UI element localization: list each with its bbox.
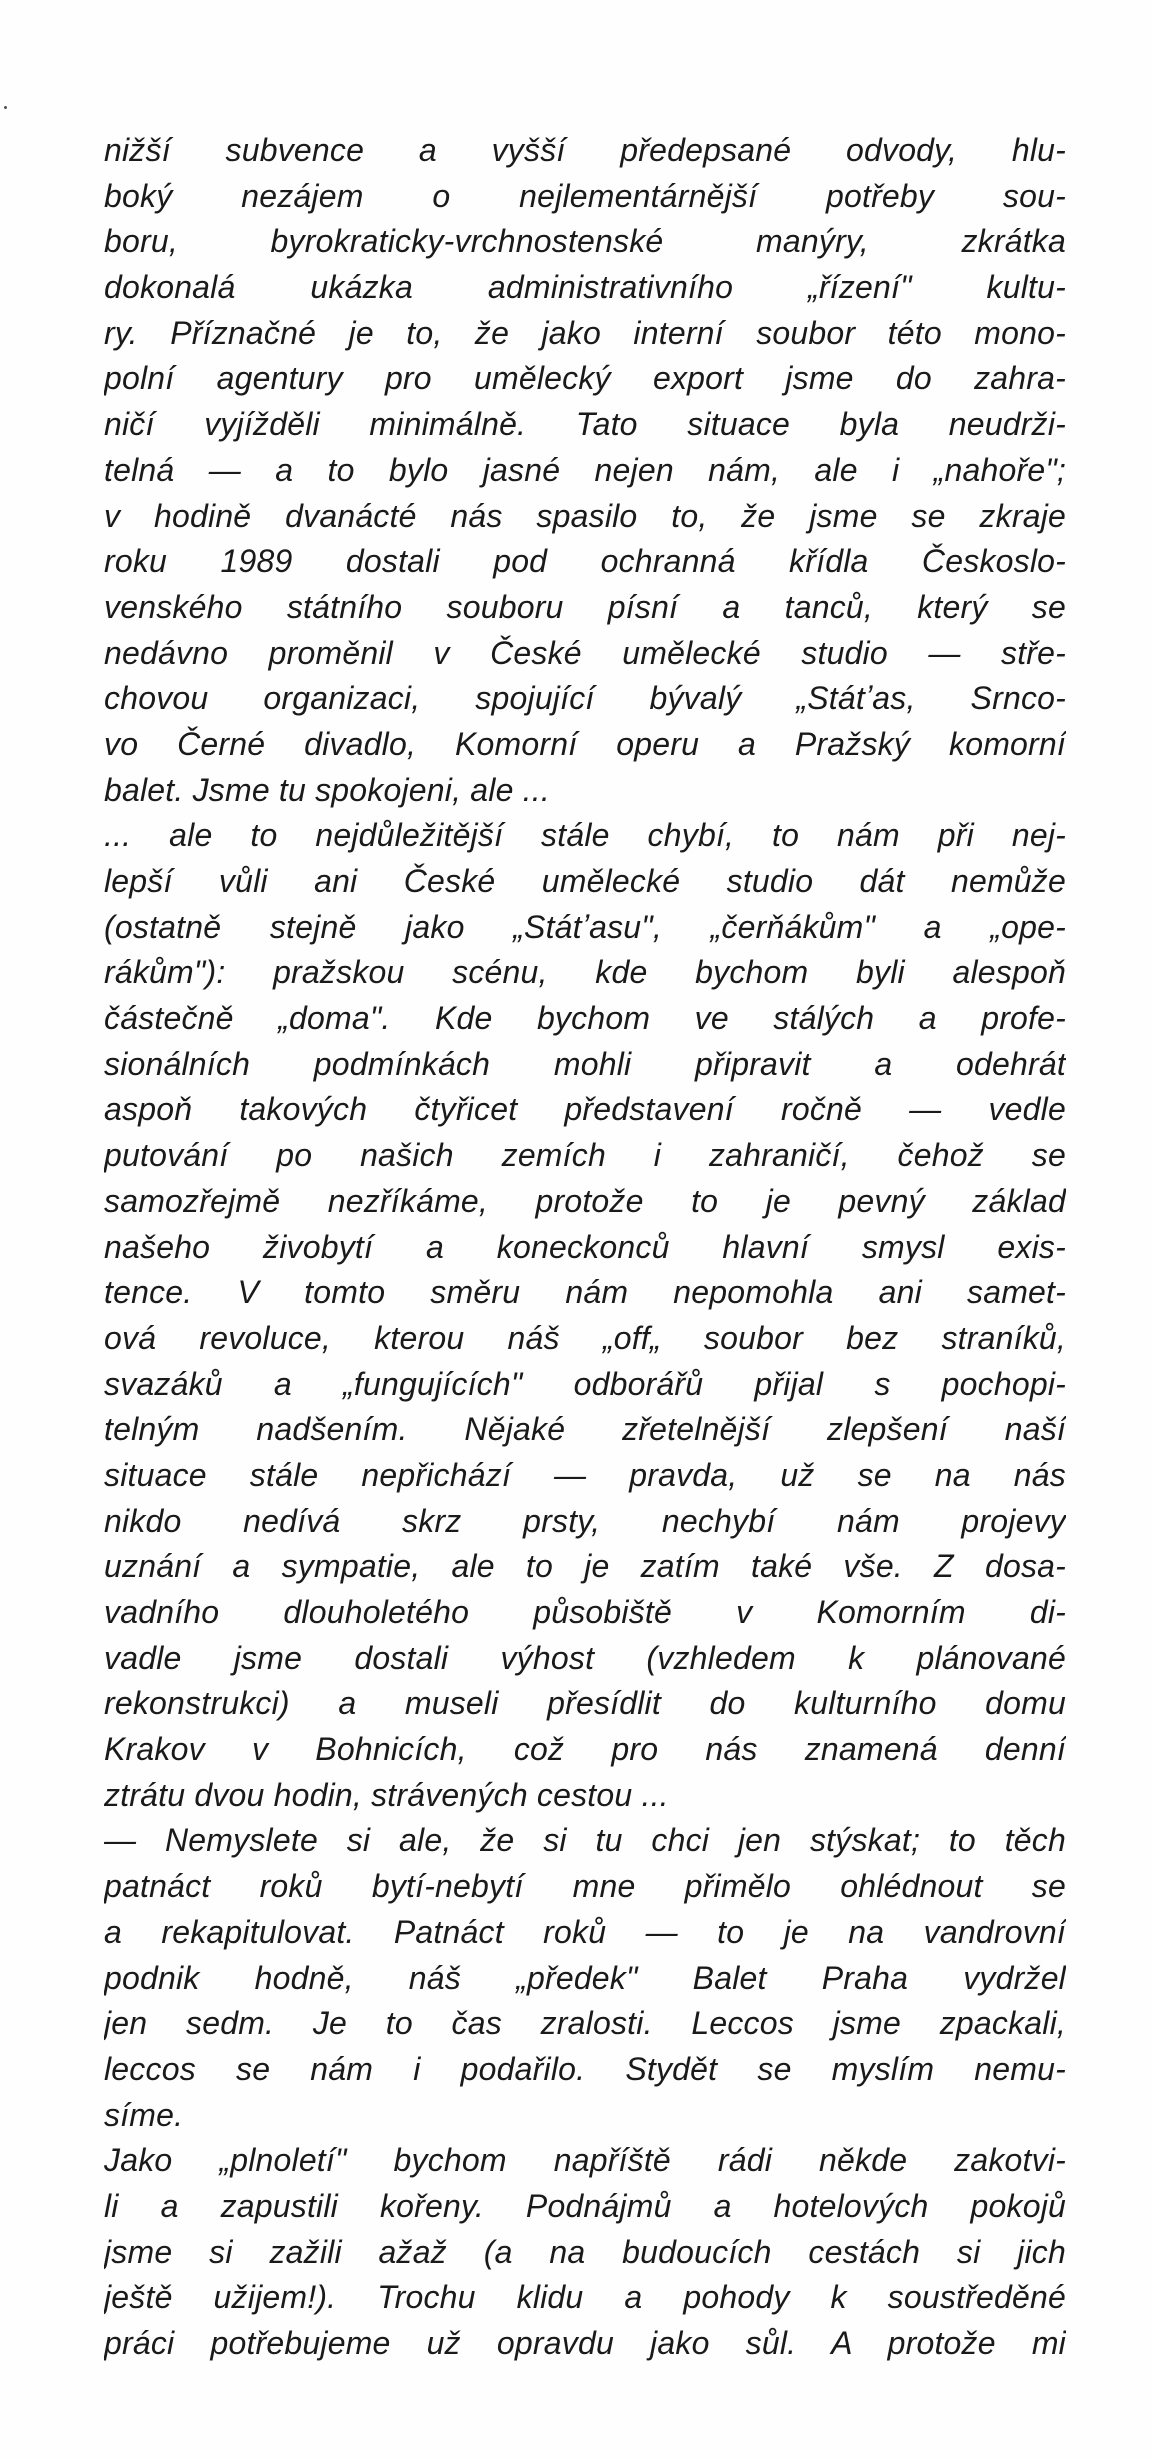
- text-line: v hodině dvanácté nás spasilo to, že jsme se zkraje: [104, 497, 1066, 534]
- text-line: ničí vyjížděli minimálně. Tato situace byla neudrži-: [104, 406, 1066, 443]
- text-line: li a zapustili kořeny. Podnájmů a hotelových pokojů: [104, 2187, 1066, 2224]
- text-line: ... ale to nejdůležitější stále chybí, to nám při nej-: [104, 817, 1066, 854]
- text-line: vadního dlouholetého působiště v Komorním di-: [104, 1594, 1066, 1630]
- text-line: Krakov v Bohnicích, což pro nás znamená denní: [104, 1731, 1066, 1768]
- text-line: situace stále nepřichází — pravda, už se na nás: [104, 1456, 1066, 1493]
- article-text: [104, 128, 1066, 2367]
- text-line: práci potřebujeme už opravdu jako sůl. A protože mi: [104, 2325, 1066, 2361]
- text-line: ztrátu dvou hodin, strávených cestou ...: [104, 1776, 669, 1813]
- text-line: telná — a to bylo jasné nejen nám, ale i „nahoře";: [104, 451, 1066, 488]
- text-line: podnik hodně, náš „předek" Balet Praha vydržel: [104, 1959, 1066, 1996]
- text-line: nižší subvence a vyšší předepsané odvody, hlu-: [104, 132, 1066, 168]
- text-line: ová revoluce, kterou náš „off„ soubor bez straníků,: [104, 1319, 1066, 1356]
- text-line: nikdo nedívá skrz prsty, nechybí nám projevy: [104, 1502, 1066, 1539]
- text-line: vo Černé divadlo, Komorní operu a Pražský komorní: [104, 725, 1066, 762]
- text-line: vadle jsme dostali výhost (vzhledem k plánované: [104, 1639, 1066, 1676]
- text-line: putování po našich zemích i zahraničí, čehož se: [104, 1137, 1066, 1174]
- text-line: částečně „doma". Kde bychom ve stálých a profe-: [104, 1000, 1066, 1037]
- text-line: lepší vůli ani České umělecké studio dát nemůže: [104, 863, 1066, 899]
- text-line: síme.: [104, 2096, 184, 2133]
- text-line: aspoň takových čtyřicet představení ročně — vedle: [104, 1091, 1066, 1128]
- text-line: chovou organizaci, spojující bývalý „Státʼas, Srnco-: [104, 680, 1066, 717]
- text-line: dokonalá ukázka administrativního „řízení" kultu-: [104, 269, 1066, 306]
- text-line: boru, byrokraticky-vrchnostenské manýry, zkrátka: [104, 223, 1066, 260]
- text-line: samozřejmě nezříkáme, protože to je pevný základ: [104, 1182, 1066, 1219]
- text-line: — Nemyslete si ale, že si tu chci jen stýskat; to těch: [104, 1822, 1066, 1859]
- text-line: roku 1989 dostali pod ochranná křídla Českoslo-: [104, 543, 1066, 580]
- text-line: polní agentury pro umělecký export jsme do zahra-: [104, 360, 1066, 397]
- text-line: ry. Příznačné je to, že jako interní soubor této mono-: [104, 314, 1066, 351]
- text-line: ještě užijem!). Trochu klidu a pohody k soustředěné: [104, 2279, 1066, 2316]
- text-line: (ostatně stejně jako „Státʼasu", „čerňákům" a „ope-: [104, 908, 1066, 945]
- text-line: telným nadšením. Nějaké zřetelnější zlepšení naší: [104, 1411, 1066, 1448]
- text-line: rekonstrukci) a museli přesídlit do kulturního domu: [104, 1685, 1066, 1722]
- text-line: našeho živobytí a koneckonců hlavní smysl exis-: [104, 1228, 1066, 1265]
- text-line: uznání a sympatie, ale to je zatím také vše. Z dosa-: [104, 1548, 1066, 1585]
- text-line: patnáct roků bytí-nebytí mne přimělo ohlédnout se: [104, 1868, 1066, 1905]
- text-line: a rekapitulovat. Patnáct roků — to je na vandrovní: [104, 1913, 1066, 1950]
- text-line: jsme si zažili ažaž (a na budoucích cestách si jich: [104, 2233, 1066, 2270]
- text-line: jen sedm. Je to čas zralosti. Leccos jsme zpackali,: [104, 2005, 1066, 2042]
- text-line: boký nezájem o nejlementárnější potřeby sou-: [104, 177, 1066, 214]
- text-line: tence. V tomto směru nám nepomohla ani samet-: [104, 1274, 1066, 1311]
- text-line: nedávno proměnil v České umělecké studio — stře-: [104, 634, 1066, 671]
- scan-speck: [4, 106, 7, 109]
- text-line: rákům"): pražskou scénu, kde bychom byli alespoň: [104, 954, 1066, 991]
- text-line: svazáků a „fungujících" odborářů přijal s pochopi-: [104, 1365, 1066, 1402]
- text-line: balet. Jsme tu spokojeni, ale ...: [104, 771, 550, 808]
- text-line: venského státního souboru písní a tanců, který se: [104, 588, 1066, 625]
- text-line: leccos se nám i podařilo. Stydět se myslím nemu-: [104, 2050, 1066, 2087]
- text-line: Jako „plnoletí" bychom napříště rádi někde zakotvi-: [104, 2142, 1066, 2179]
- text-line: sionálních podmínkách mohli připravit a odehrát: [104, 1045, 1066, 1082]
